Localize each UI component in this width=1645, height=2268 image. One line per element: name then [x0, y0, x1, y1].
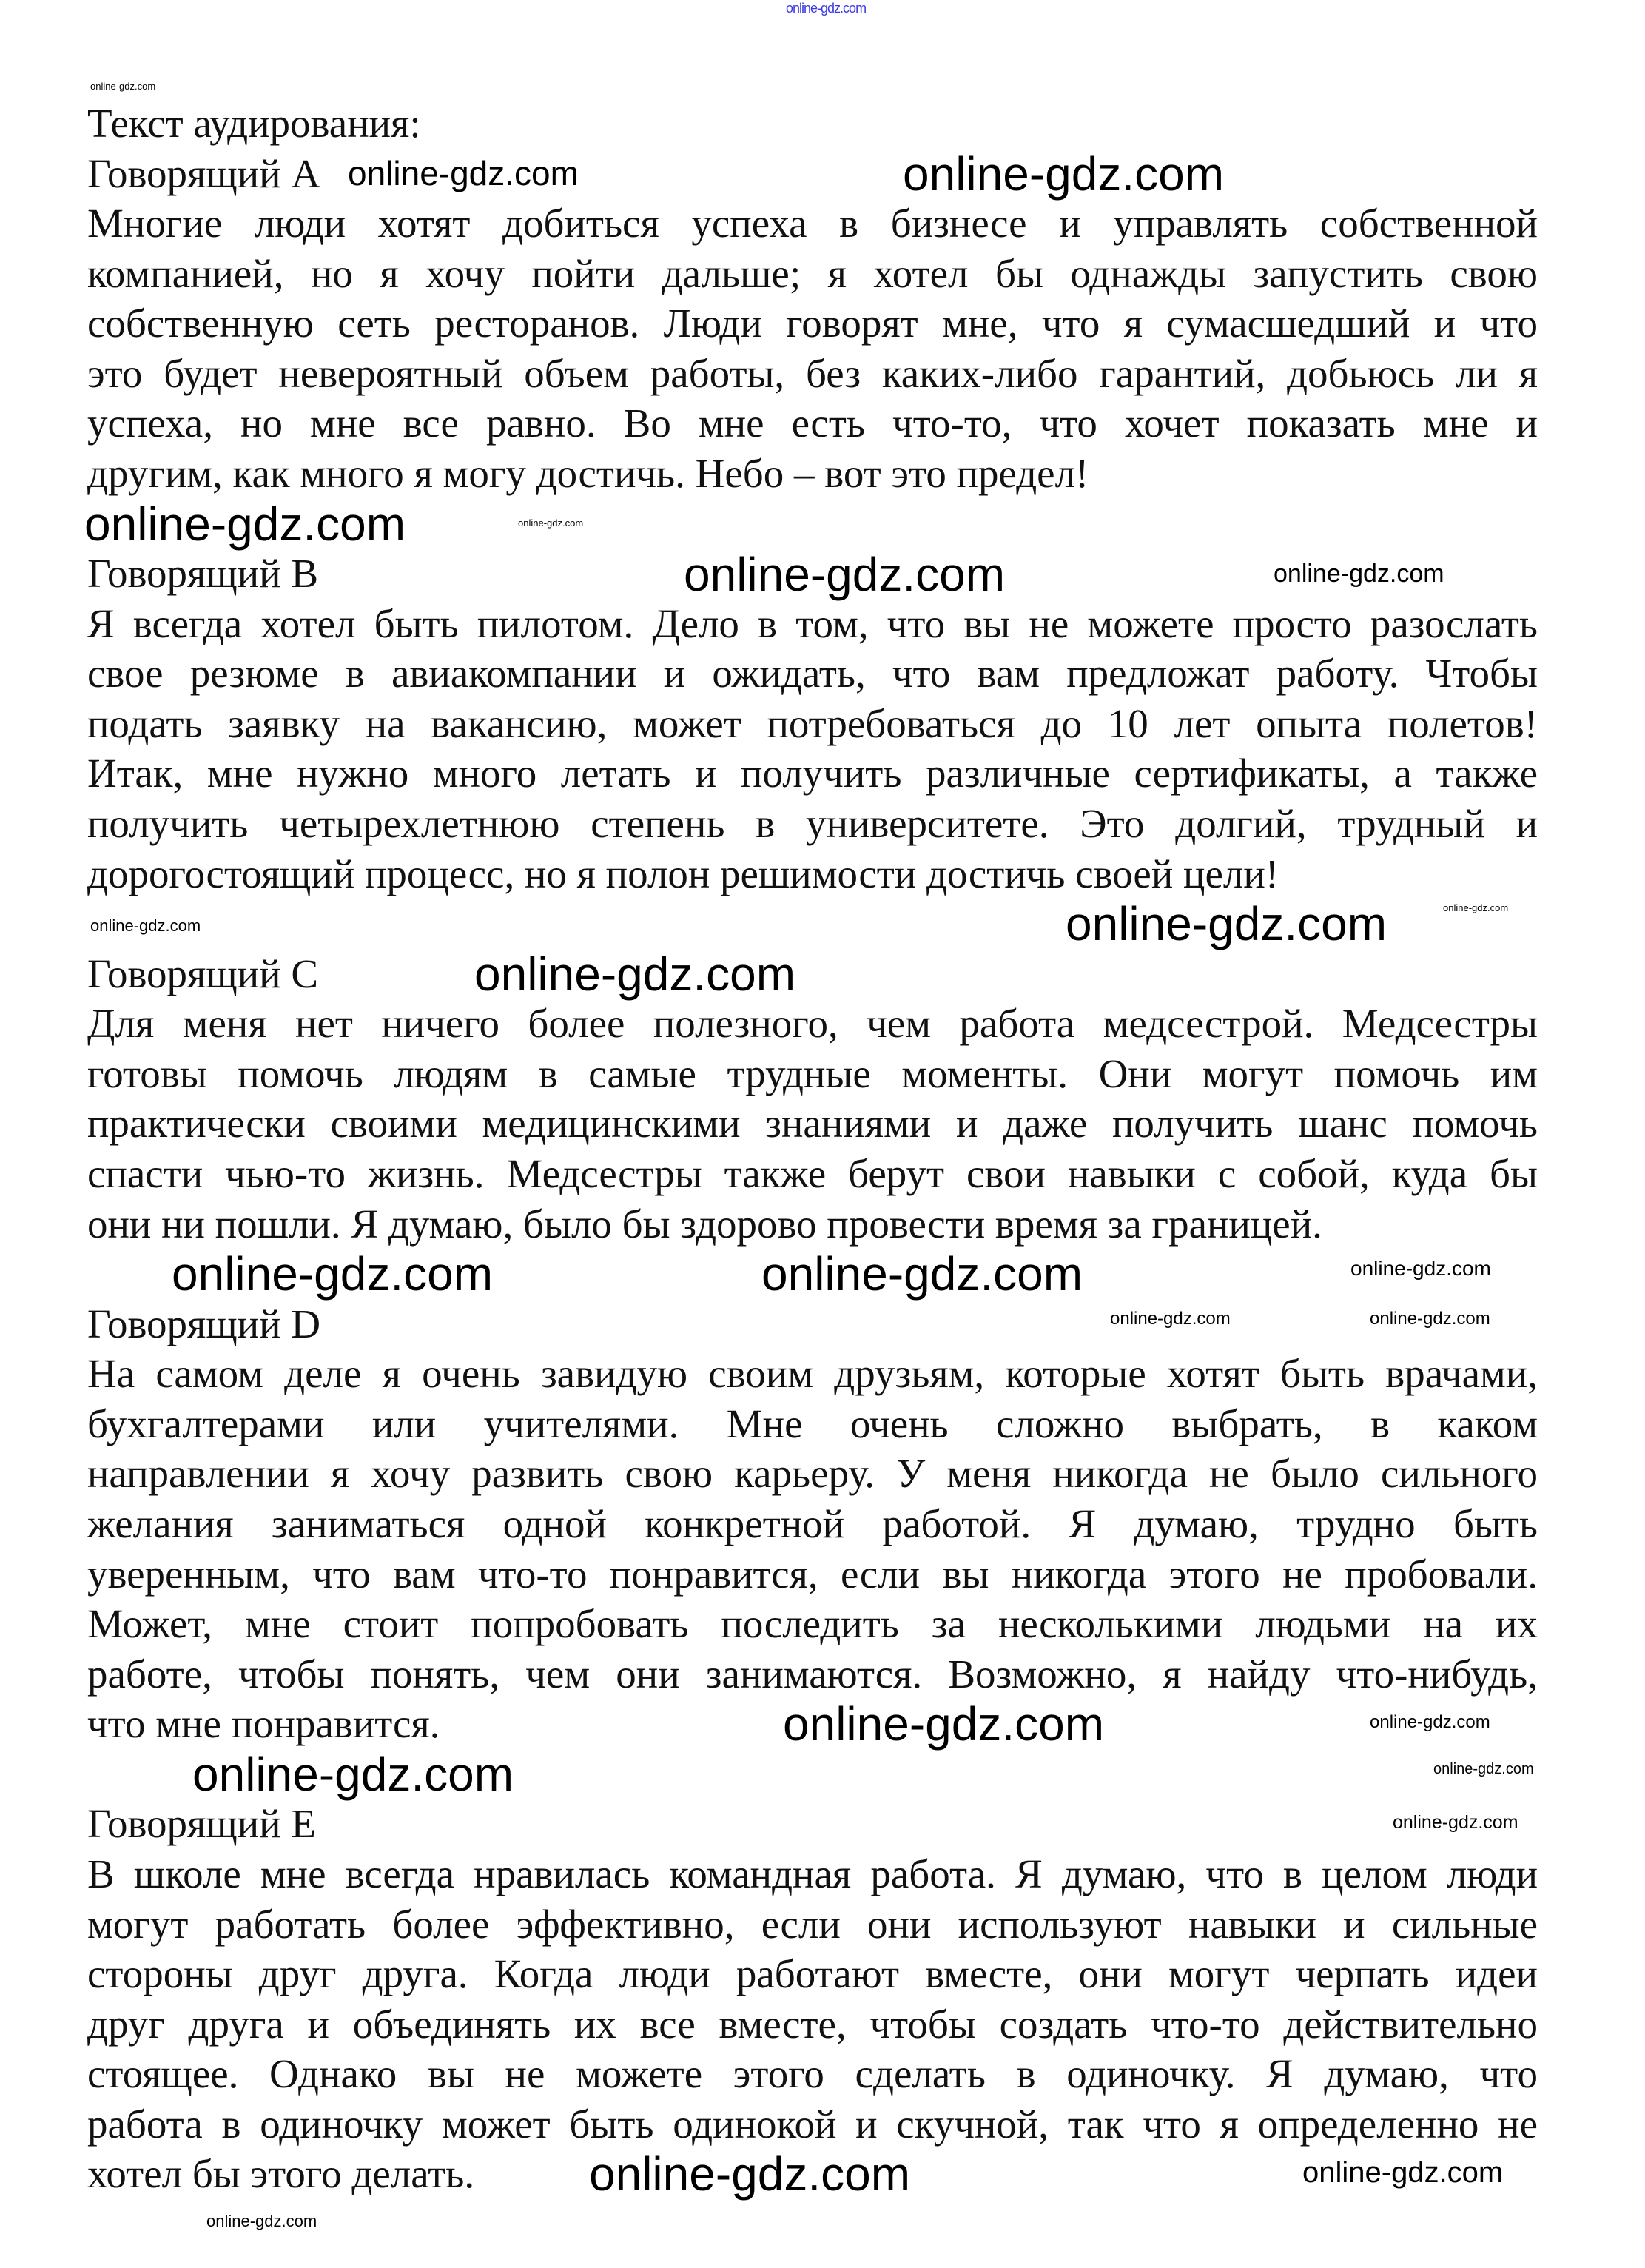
speaker-heading: Говорящий E — [87, 1801, 316, 1847]
watermark: online-gdz.com — [192, 1748, 514, 1801]
watermark: online-gdz.com — [1393, 1812, 1518, 1833]
paragraph-line: Я всегда хотел быть пилотом. Дело в том, что вы не можете просто разослать — [87, 600, 1538, 646]
speaker-heading: Говорящий D — [87, 1301, 321, 1346]
paragraph-line: компанией, но я хочу пойти дальше; я хотел бы однажды запустить свою — [87, 250, 1538, 296]
paragraph-line: другим, как много я могу достичь. Небо – вот это предел! — [87, 450, 1089, 496]
paragraph-line: это будет невероятный объем работы, без каких-либо гарантий, добьюсь ли я — [87, 350, 1538, 396]
paragraph-line: На самом деле я очень завидую своим друзьям, которые хотят быть врачами, — [87, 1351, 1538, 1397]
paragraph-line: работе, чтобы понять, чем они занимаются. Возможно, я найду что-нибудь, — [87, 1651, 1538, 1697]
watermark: online-gdz.com — [172, 1247, 493, 1301]
watermark: online-gdz.com — [1350, 1257, 1491, 1280]
paragraph-line: направлении я хочу развить свою карьеру. У меня никогда не было сильного — [87, 1451, 1538, 1497]
speaker-heading: Говорящий A — [87, 150, 321, 196]
paragraph-line: свое резюме в авиакомпании и ожидать, что вам предложат работу. Чтобы — [87, 651, 1538, 697]
watermark: online-gdz.com — [84, 497, 406, 551]
watermark: online-gdz.com — [90, 916, 201, 935]
paragraph-line: работа в одиночку может быть одинокой и скучной, так что я определенно не — [87, 2101, 1538, 2147]
watermark: online-gdz.com — [684, 548, 1005, 601]
paragraph-line: друг друга и объединять их все вместе, чтобы создать что-то действительно — [87, 2001, 1538, 2047]
watermark: online-gdz.com — [786, 1, 867, 16]
paragraph-line: дорогостоящий процесс, но я полон решимости достичь своей цели! — [87, 850, 1279, 896]
watermark: online-gdz.com — [1370, 1712, 1490, 1732]
watermark: online-gdz.com — [783, 1697, 1104, 1751]
paragraph-line: готовы помочь людям в самые трудные моменты. Они могут помочь им — [87, 1050, 1538, 1096]
paragraph-line: хотел бы этого делать. — [87, 2151, 475, 2197]
paragraph-line: Итак, мне нужно много летать и получить различные сертификаты, а также — [87, 751, 1538, 796]
paragraph-line: практически своими медицинскими знаниями и даже получить шанс помочь — [87, 1101, 1538, 1147]
paragraph-line: стоящее. Однако вы не можете этого сделать в одиночку. Я думаю, что — [87, 2051, 1538, 2097]
watermark: online-gdz.com — [518, 517, 584, 529]
paragraph-line: они ни пошли. Я думаю, было бы здорово провести время за границей. — [87, 1201, 1322, 1247]
paragraph-line: В школе мне всегда нравилась командная работа. Я думаю, что в целом люди — [87, 1851, 1538, 1896]
paragraph-line: что мне понравится. — [87, 1701, 440, 1747]
document-title: Текст аудирования: — [87, 101, 421, 146]
paragraph-line: стороны друг друга. Когда люди работают вместе, они могут черпать идеи — [87, 1951, 1538, 1997]
watermark: online-gdz.com — [1433, 1761, 1534, 1777]
paragraph-line: подать заявку на вакансию, может потребоваться до 10 лет опыта полетов! — [87, 700, 1538, 746]
watermark: online-gdz.com — [90, 81, 156, 92]
paragraph-line: желания заниматься одной конкретной работой. Я думаю, трудно быть — [87, 1500, 1538, 1546]
watermark: online-gdz.com — [589, 2147, 910, 2201]
speaker-heading: Говорящий B — [87, 551, 319, 597]
paragraph-line: могут работать более эффективно, если они используют навыки и сильные — [87, 1901, 1538, 1947]
watermark: online-gdz.com — [1370, 1309, 1490, 1329]
paragraph-line: успеха, но мне все равно. Во мне есть что-то, что хочет показать мне и — [87, 400, 1538, 446]
paragraph-line: спасти чью-то жизнь. Медсестры также берут свои навыки с собой, куда бы — [87, 1150, 1538, 1196]
watermark: online-gdz.com — [1066, 897, 1387, 950]
paragraph-line: бухгалтерами или учителями. Мне очень сложно выбрать, в каком — [87, 1400, 1538, 1446]
speaker-heading: Говорящий C — [87, 950, 319, 996]
watermark: online-gdz.com — [206, 2212, 317, 2230]
paragraph-line: собственную сеть ресторанов. Люди говорят мне, что я сумасшедший и что — [87, 301, 1538, 346]
watermark: online-gdz.com — [474, 947, 795, 1001]
watermark: online-gdz.com — [348, 154, 579, 192]
watermark: online-gdz.com — [1110, 1309, 1231, 1329]
watermark: online-gdz.com — [1302, 2156, 1504, 2189]
paragraph-line: Для меня нет ничего более полезного, чем работа медсестрой. Медсестры — [87, 1001, 1538, 1047]
watermark: online-gdz.com — [761, 1247, 1083, 1301]
paragraph-line: Может, мне стоит попробовать последить за несколькими людьми на их — [87, 1601, 1538, 1647]
watermark: online-gdz.com — [1274, 560, 1444, 588]
paragraph-line: получить четырехлетнюю степень в университете. Это долгий, трудный и — [87, 800, 1538, 846]
watermark: online-gdz.com — [903, 147, 1224, 201]
watermark: online-gdz.com — [1443, 902, 1509, 913]
paragraph-line: уверенным, что вам что-то понравится, если вы никогда этого не пробовали. — [87, 1551, 1538, 1597]
paragraph-line: Многие люди хотят добиться успеха в бизнесе и управлять собственной — [87, 201, 1538, 246]
